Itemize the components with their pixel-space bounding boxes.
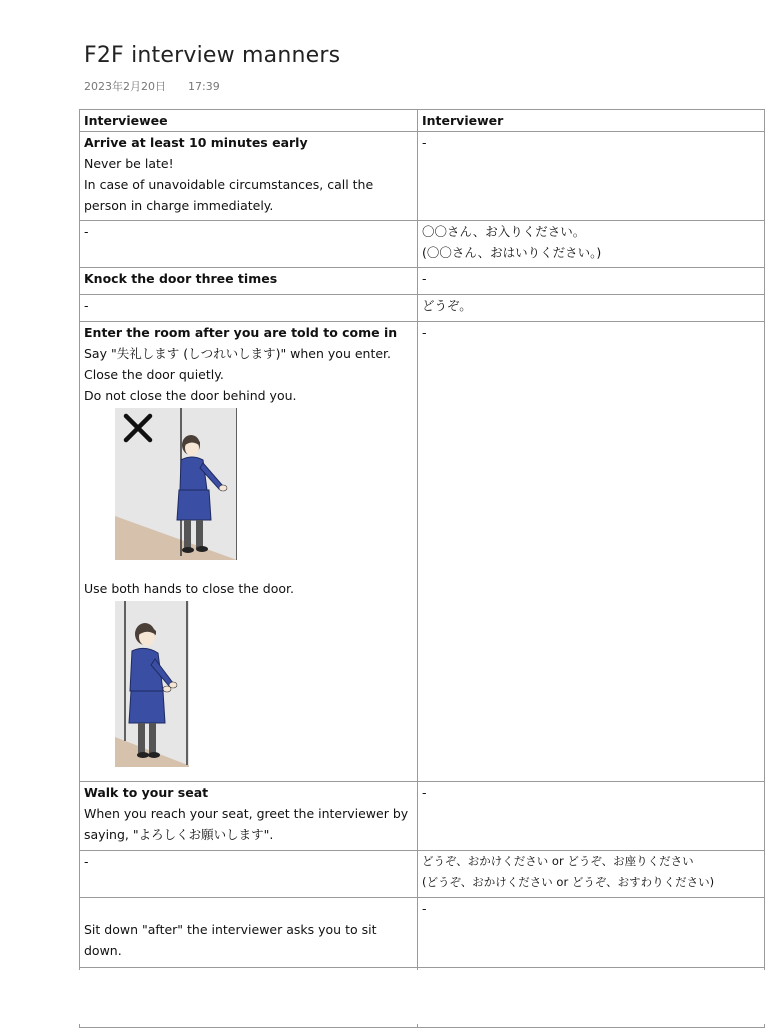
document-timestamp — [84, 78, 220, 94]
cell-line: - — [422, 135, 427, 150]
correct-closing-door-illustration — [115, 601, 195, 767]
cell-line: Say "失礼します (しつれいします)" when you enter. — [84, 346, 392, 361]
cell-line: - — [84, 224, 89, 239]
interviewer-cell — [418, 898, 765, 968]
cell-line: - — [422, 271, 427, 286]
cell-line: どうぞ。 — [422, 298, 472, 313]
cell-line: Do not close the door behind you. — [84, 388, 297, 403]
header-interviewee: Interviewee — [80, 110, 418, 132]
table-row — [80, 132, 765, 221]
cell-line: (〇〇さん、おはいりください。) — [422, 245, 602, 260]
cell-line: In case of unavoidable circumstances, call the person in charge immediately. — [84, 177, 374, 213]
interviewer-cell — [418, 268, 765, 295]
interviewee-cell — [80, 322, 418, 782]
interviewee-cell — [80, 782, 418, 851]
step-heading: Arrive at least 10 minutes early — [84, 135, 308, 150]
interviewer-cell — [418, 782, 765, 851]
table-row — [80, 268, 765, 295]
table-row — [80, 851, 765, 898]
document-time: 17:39 — [188, 80, 220, 93]
page-bottom-margin — [0, 970, 768, 1024]
interviewee-cell — [80, 132, 418, 221]
step-heading: Walk to your seat — [84, 785, 209, 800]
interviewer-cell — [418, 851, 765, 898]
interviewee-cell — [80, 295, 418, 322]
header-interviewer: Interviewer — [418, 110, 765, 132]
cell-line: Never be late! — [84, 156, 174, 171]
interviewee-cell — [80, 898, 418, 968]
cell-line: 〇〇さん、お入りください。 — [422, 224, 586, 239]
interviewee-cell — [80, 268, 418, 295]
table-row — [80, 322, 765, 782]
interviewee-cell — [80, 851, 418, 898]
table-row — [80, 295, 765, 322]
cell-line: - — [84, 854, 89, 869]
interviewee-cell — [80, 221, 418, 268]
interviewer-cell — [418, 132, 765, 221]
cell-line: When you reach your seat, greet the interviewer by saying, "よろしくお願いします". — [84, 806, 409, 842]
interviewer-cell — [418, 221, 765, 268]
page-title: F2F interview manners — [84, 43, 341, 68]
table-row — [80, 898, 765, 968]
step-heading: Enter the room after you are told to come in — [84, 325, 398, 340]
cell-line: - — [422, 785, 427, 800]
cell-line: (どうぞ、おかけください or どうぞ、おすわりください) — [422, 875, 715, 889]
manners-table — [79, 109, 765, 1028]
cell-line: - — [422, 325, 427, 340]
cell-line: Close the door quietly. — [84, 367, 224, 382]
document-date: 2023年2月20日 — [84, 80, 166, 93]
step-heading: Knock the door three times — [84, 271, 278, 286]
figure-caption: Use both hands to close the door. — [84, 581, 295, 596]
wrong-closing-door-illustration — [115, 408, 245, 560]
table-row — [80, 782, 765, 851]
interviewer-cell — [418, 322, 765, 782]
cell-line: - — [422, 901, 427, 916]
table-row — [80, 221, 765, 268]
cell-line: Sit down "after" the interviewer asks you to sit down. — [84, 922, 377, 958]
cell-line: どうぞ、おかけください or どうぞ、お座りください — [422, 854, 694, 868]
cell-line: - — [84, 298, 89, 313]
interviewer-cell — [418, 295, 765, 322]
table-header-row — [80, 110, 765, 132]
